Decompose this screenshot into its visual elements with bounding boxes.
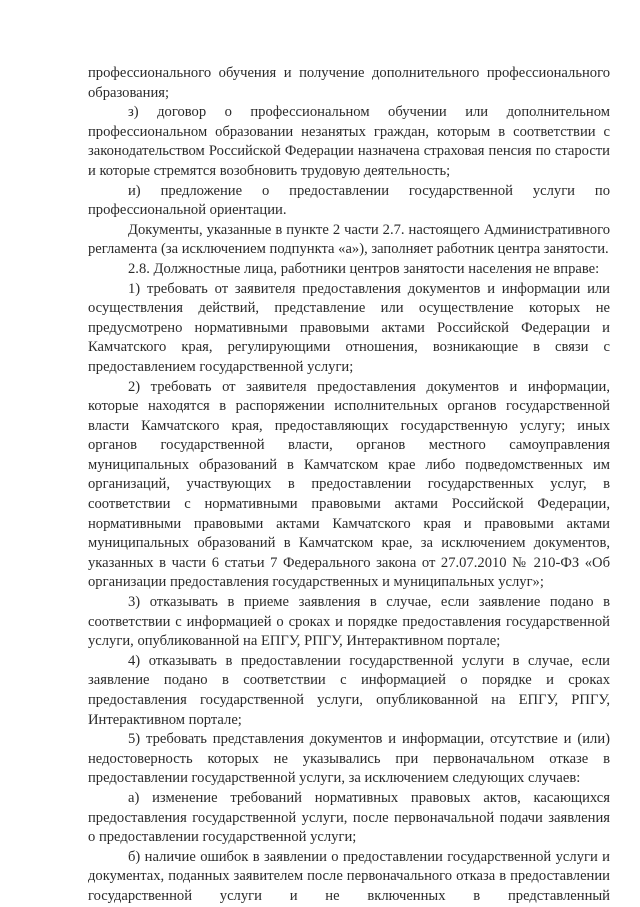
paragraph-item-i: и) предложение о предоставлении государственной услуги по профессиональной ориентации.: [88, 182, 610, 219]
paragraph-item-3: 3) отказывать в приеме заявления в случае, если заявление подано в соответствии с информацией о сроках и порядке предоставления государственной услуги, опубликованной на ЕПГУ, РПГУ, Интерактивном портале;: [88, 594, 610, 650]
paragraph-item-5: 5) требовать представления документов и информации, отсутствие и (или) недостоверность которых не указывались при первоначальном отказе в предоставлении государственной услуги, за исключением следующих случаев:: [88, 731, 610, 787]
paragraph-item-1: 1) требовать от заявителя предоставления документов и информации или осуществления действий, представление или осуществление которых не предусмотрено нормативными правовыми актами Российской Федерации и Камчатского края, регулирующими отношения, возникающие в связи с предоставлением государственной услуги;: [88, 280, 610, 375]
paragraph-1: профессионального обучения и получение дополнительного профессионального образования;: [88, 65, 610, 101]
document-page: [88, 64, 610, 907]
paragraph-item-2: 2) требовать от заявителя предоставления документов и информации, которые находятся в распоряжении исполнительных органов государственной власти Камчатского края, предоставляющих государственную услугу; иных органов государственной власти, органов местного самоуправления муниципальных образований в Камчатском крае либо подведомственных им организаций, участвующих в предоставлении государственных услуг, в соответствии с нормативными правовыми актами Российской Федерации, нормативными правовыми актами Камчатского края и правовыми актами муниципальных образований в Камчатском крае, за исключением документов, указанных в части 6 статьи 7 Федерального закона от 27.07.2010 № 210-ФЗ «Об организации предоставления государственных и муниципальных услуг»;: [88, 378, 610, 591]
paragraph-item-4: 4) отказывать в предоставлении государственной услуги в случае, если заявление подано в соответствии с информацией о порядке и сроках предоставления государственной услуги, опубликованной на ЕПГУ, РПГУ, Интерактивном портале;: [88, 652, 610, 728]
paragraph-item-b: б) наличие ошибок в заявлении о предоставлении государственной услуги и документах, поданных заявителем после первоначального отказа в предоставлении государственной услуги и не включенных в представленный: [88, 848, 610, 904]
paragraph-documents-note: Документы, указанные в пункте 2 части 2.7. настоящего Административного регламента (за исключением подпункта «а»), заполняет работник центра занятости.: [88, 221, 610, 258]
paragraph-item-z: з) договор о профессиональном обучении или дополнительном профессиональном образовании незанятых граждан, которым в соответствии с законодательством Российской Федерации назначена страховая пенсия по старости и которые стремятся возобновить трудовую деятельность;: [88, 104, 610, 179]
paragraph-item-a: а) изменение требований нормативных правовых актов, касающихся предоставления государственной услуги, после первоначальной подачи заявления о предоставлении государственной услуги;: [88, 789, 610, 846]
paragraph-section-2-8: 2.8. Должностные лица, работники центров занятости населения не вправе:: [128, 260, 600, 277]
